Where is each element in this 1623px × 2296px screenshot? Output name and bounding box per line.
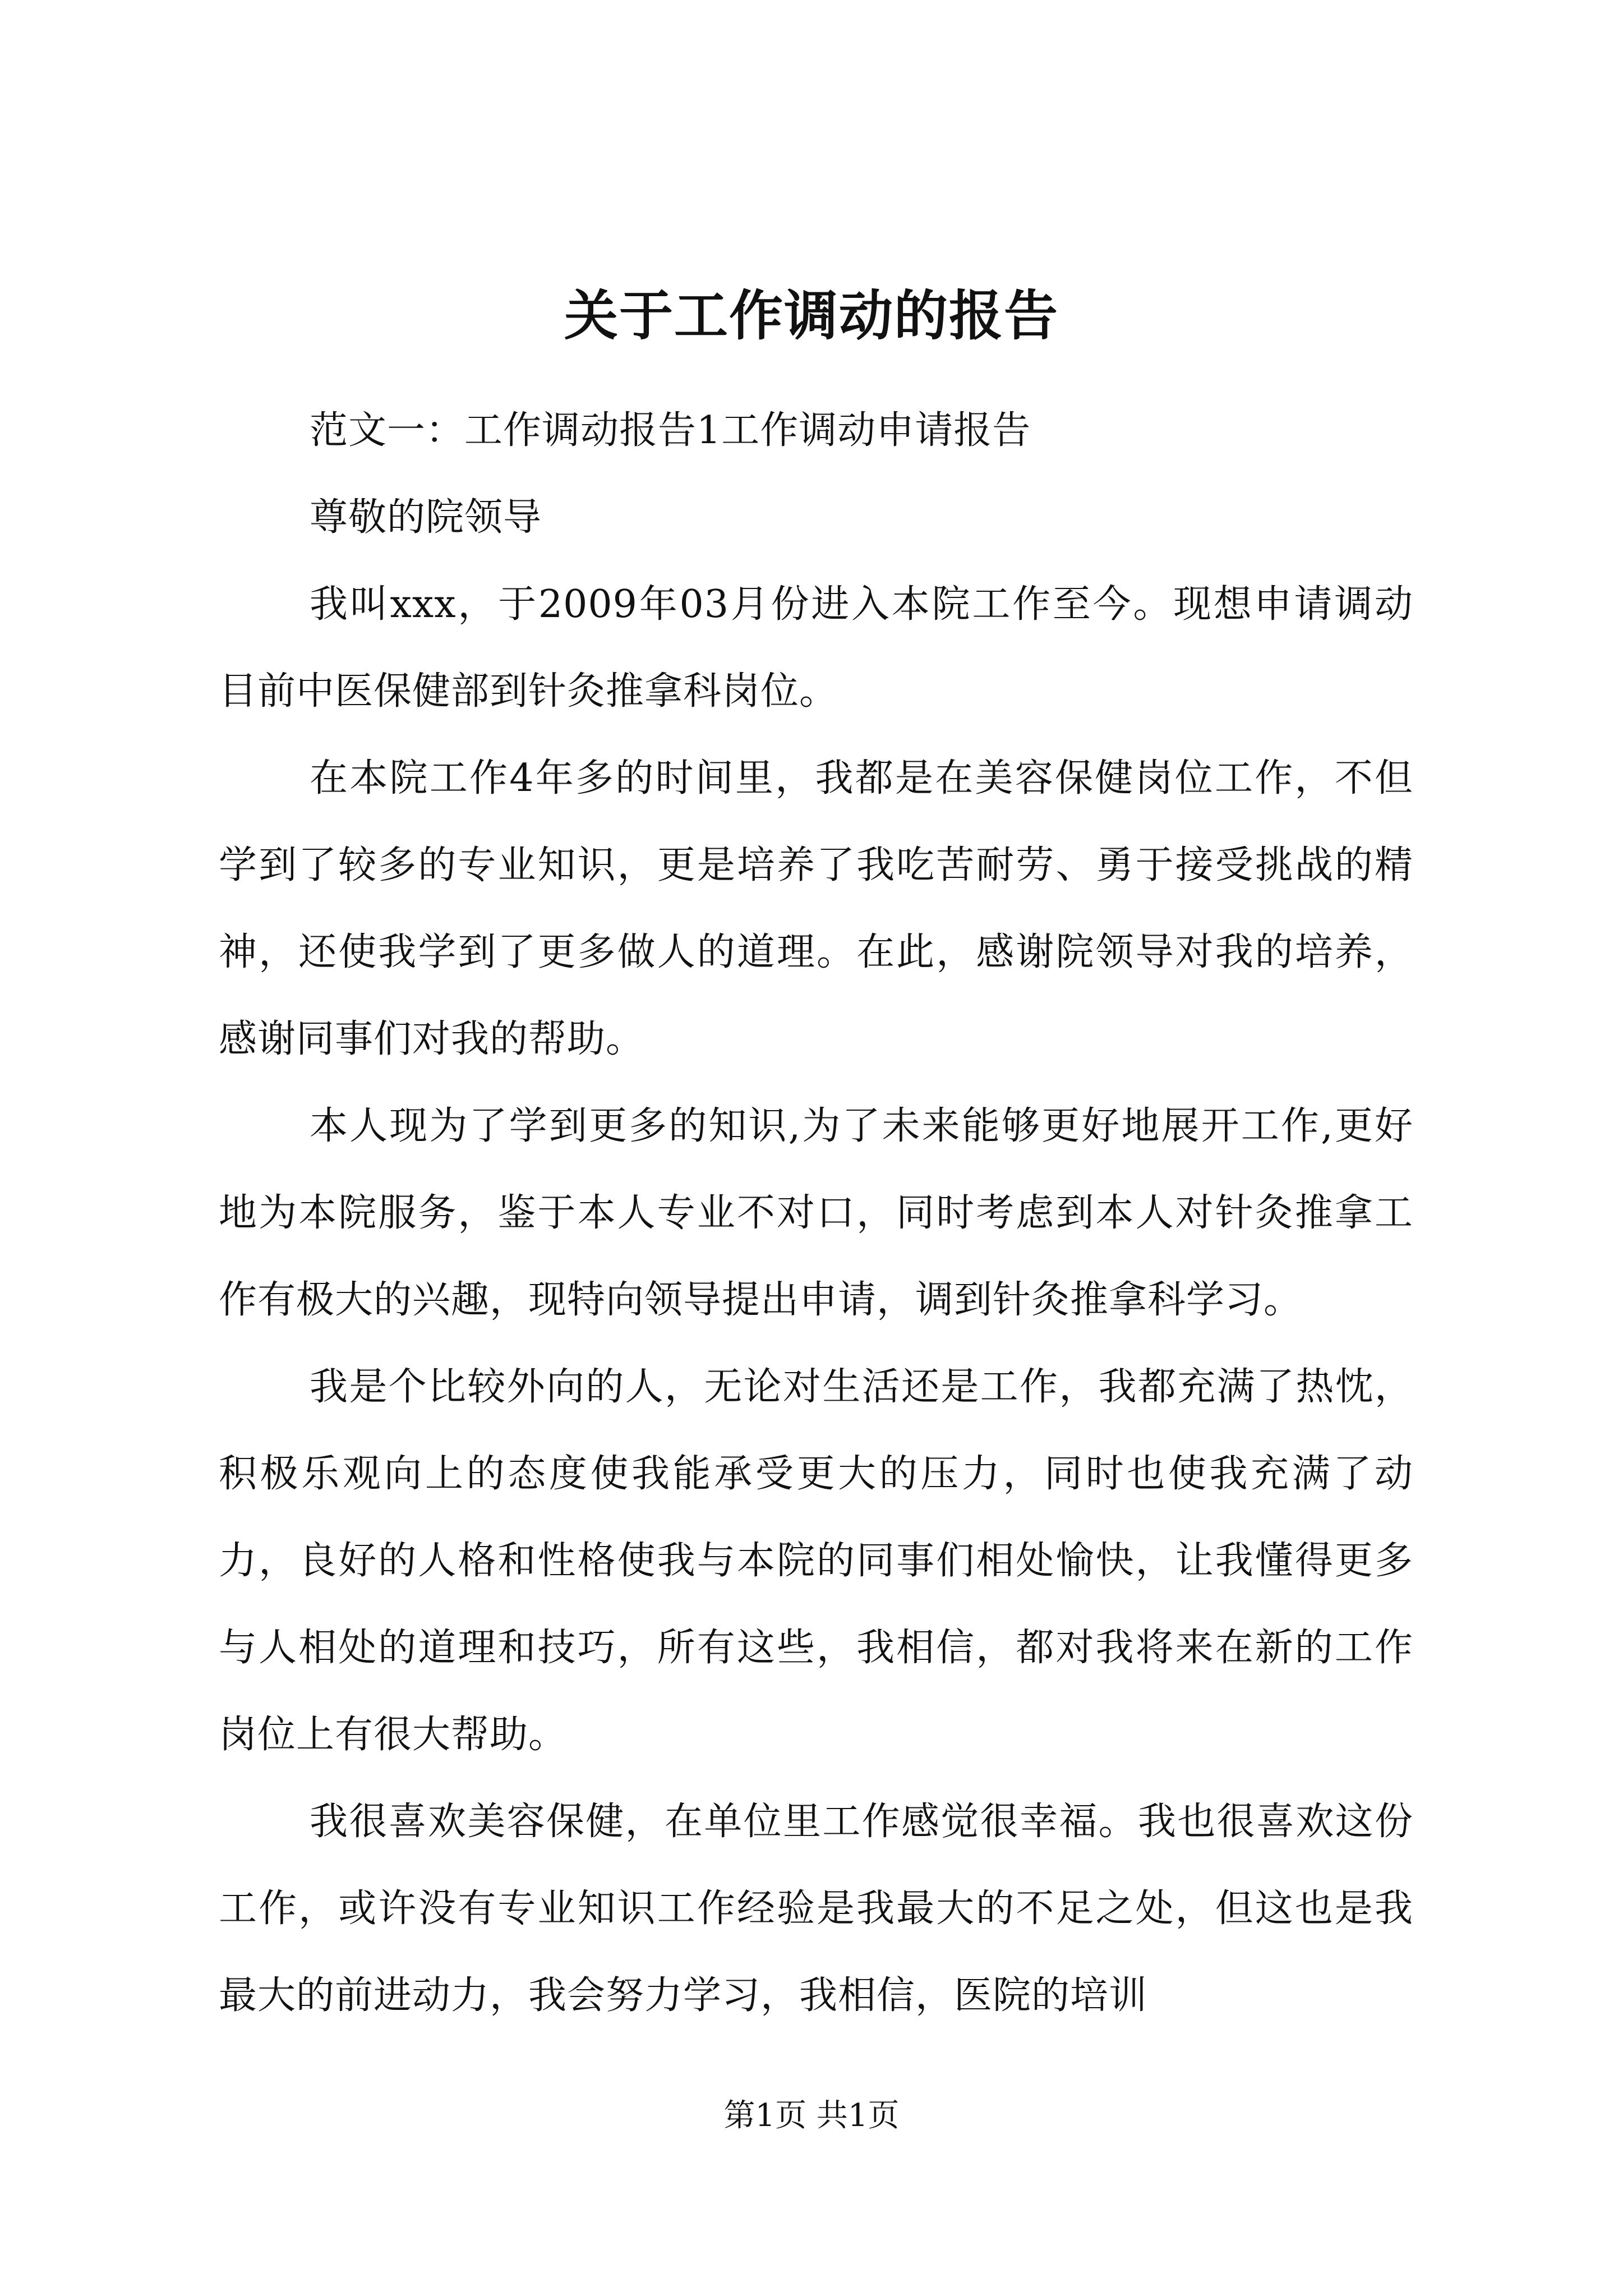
paragraph-personality: 我是个比较外向的人，无论对生活还是工作，我都充满了热忱，积极乐观向上的态度使我能承受更大的压力，同时也使我充满了动力，良好的人格和性格使我与本院的同事们相处愉快，让我懂得更多与人相处的道理和技巧，所有这些，我相信，都对我将来在新的工作岗位上有很大帮助。 <box>219 1365 1413 1757</box>
paragraph-transfer-reason: 本人现为了学到更多的知识,为了未来能够更好地展开工作,更好地为本院服务，鉴于本人专业不对口，同时考虑到本人对针灸推拿工作有极大的兴趣，现特向领导提出申请，调到针灸推拿科学习。 <box>219 1104 1413 1322</box>
paragraph-motivation: 我很喜欢美容保健，在单位里工作感觉很幸福。我也很喜欢这份工作，或许没有专业知识工作经验是我最大的不足之处，但这也是我最大的前进动力，我会努力学习，我相信，医院的培训 <box>219 1800 1413 2018</box>
page-footer: 第1页 共1页 <box>723 2097 900 2134</box>
paragraph-introduction: 我叫xxx，于2009年03月份进入本院工作至今。现想申请调动目前中医保健部到针灸推拿科岗位。 <box>219 582 1413 714</box>
paragraph-heading-line: 范文一：工作调动报告1工作调动申请报告 <box>310 408 1031 453</box>
document-title: 关于工作调动的报告 <box>564 284 1059 347</box>
paragraph-salutation: 尊敬的院领导 <box>310 495 542 540</box>
document-body <box>219 387 1413 2039</box>
paragraph-work-experience: 在本院工作4年多的时间里，我都是在美容保健岗位工作，不但学到了较多的专业知识，更是培养了我吃苦耐劳、勇于接受挑战的精神，还使我学到了更多做人的道理。在此，感谢院领导对我的培养，感谢同事们对我的帮助。 <box>219 756 1413 1061</box>
